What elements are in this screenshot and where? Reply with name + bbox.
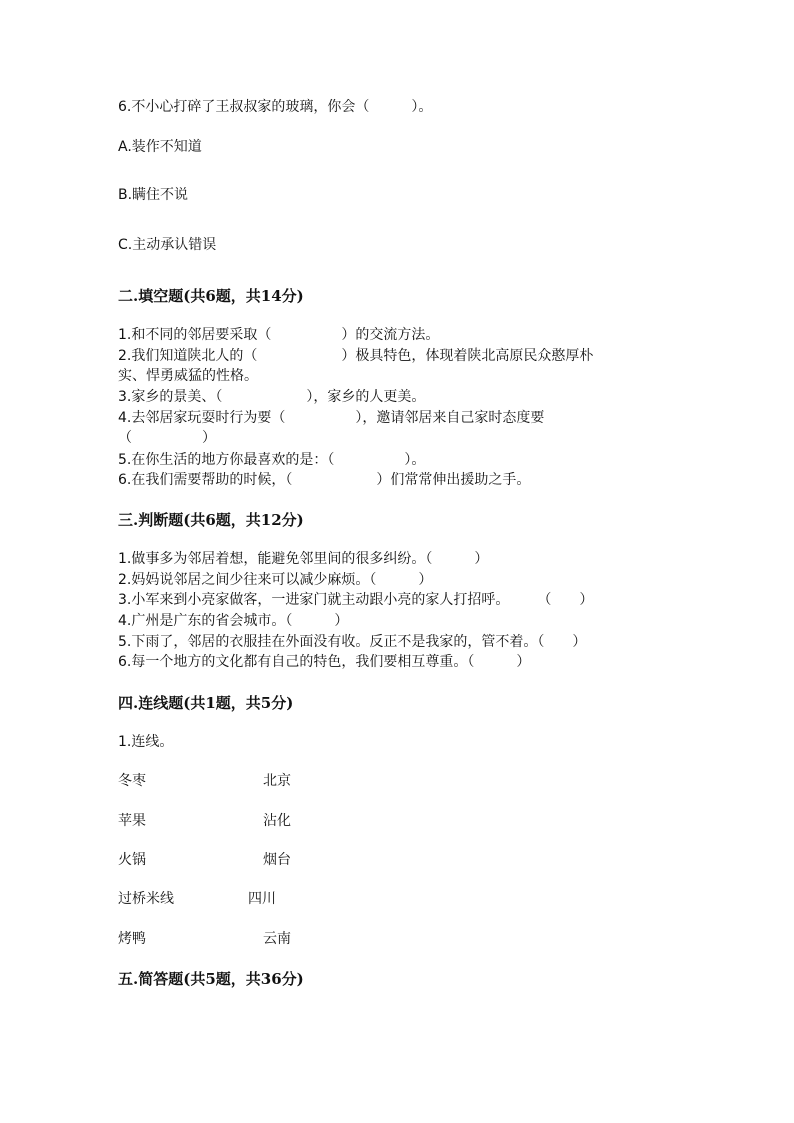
match-left-item: 冬枣 [118,773,146,789]
match-left-item: 烤鸭 [118,931,146,947]
match-left-item: 苹果 [118,813,146,829]
true-false-line: 6.每一个地方的文化都有自己的特色，我们要相互尊重。（ ） [118,654,531,670]
fill-blank-line: （ ） [118,430,216,446]
fill-blank-line: 4.去邻居家玩耍时行为要（ ），邀请邻居来自己家时态度要 [118,410,545,426]
match-left-item: 过桥米线 [118,891,174,907]
match-left-item: 火锅 [118,852,146,868]
fill-blank-line: 6.在我们需要帮助的时候，（ ）们常常伸出援助之手。 [118,472,531,488]
fill-blank-line: 3.家乡的景美、（ ），家乡的人更美。 [118,389,426,405]
true-false-line: 3.小军来到小亮家做客，一进家门就主动跟小亮的家人打招呼。 （ ） [118,592,594,608]
fill-blank-line: 2.我们知道陕北人的（ ）极具特色，体现着陕北高原民众憨厚朴 [118,348,594,364]
true-false-line: 1.做事多为邻居着想，能避免邻里间的很多纠纷。（ ） [118,551,489,567]
section-3-heading: 三.判断题(共6题，共12分) [118,511,304,529]
fill-blank-line: 实、悍勇威猛的性格。 [118,368,258,384]
match-right-item: 烟台 [263,852,291,868]
fill-blank-line: 5.在你生活的地方你最喜欢的是：（ ）。 [118,452,426,468]
match-right-item: 沾化 [263,813,291,829]
section-5-heading: 五.简答题(共5题，共36分) [118,970,304,988]
match-right-item: 北京 [263,773,291,789]
fill-blank-line: 1.和不同的邻居要采取（ ）的交流方法。 [118,327,440,343]
true-false-line: 2.妈妈说邻居之间少往来可以减少麻烦。（ ） [118,572,433,588]
question-6-option-c: C.主动承认错误 [118,237,217,253]
matching-prompt: 1.连线。 [118,734,174,750]
match-right-item: 四川 [248,891,276,907]
question-6-stem: 6.不小心打碎了王叔叔家的玻璃，你会（ ）。 [118,99,433,115]
question-6-option-a: A.装作不知道 [118,139,202,155]
true-false-line: 4.广州是广东的省会城市。（ ） [118,613,349,629]
section-2-heading: 二.填空题(共6题，共14分) [118,287,304,305]
match-right-item: 云南 [263,931,291,947]
question-6-option-b: B.瞒住不说 [118,187,189,203]
section-4-heading: 四.连线题(共1题，共5分) [118,694,294,712]
true-false-line: 5.下雨了，邻居的衣服挂在外面没有收。反正不是我家的，管不着。（ ） [118,634,587,650]
